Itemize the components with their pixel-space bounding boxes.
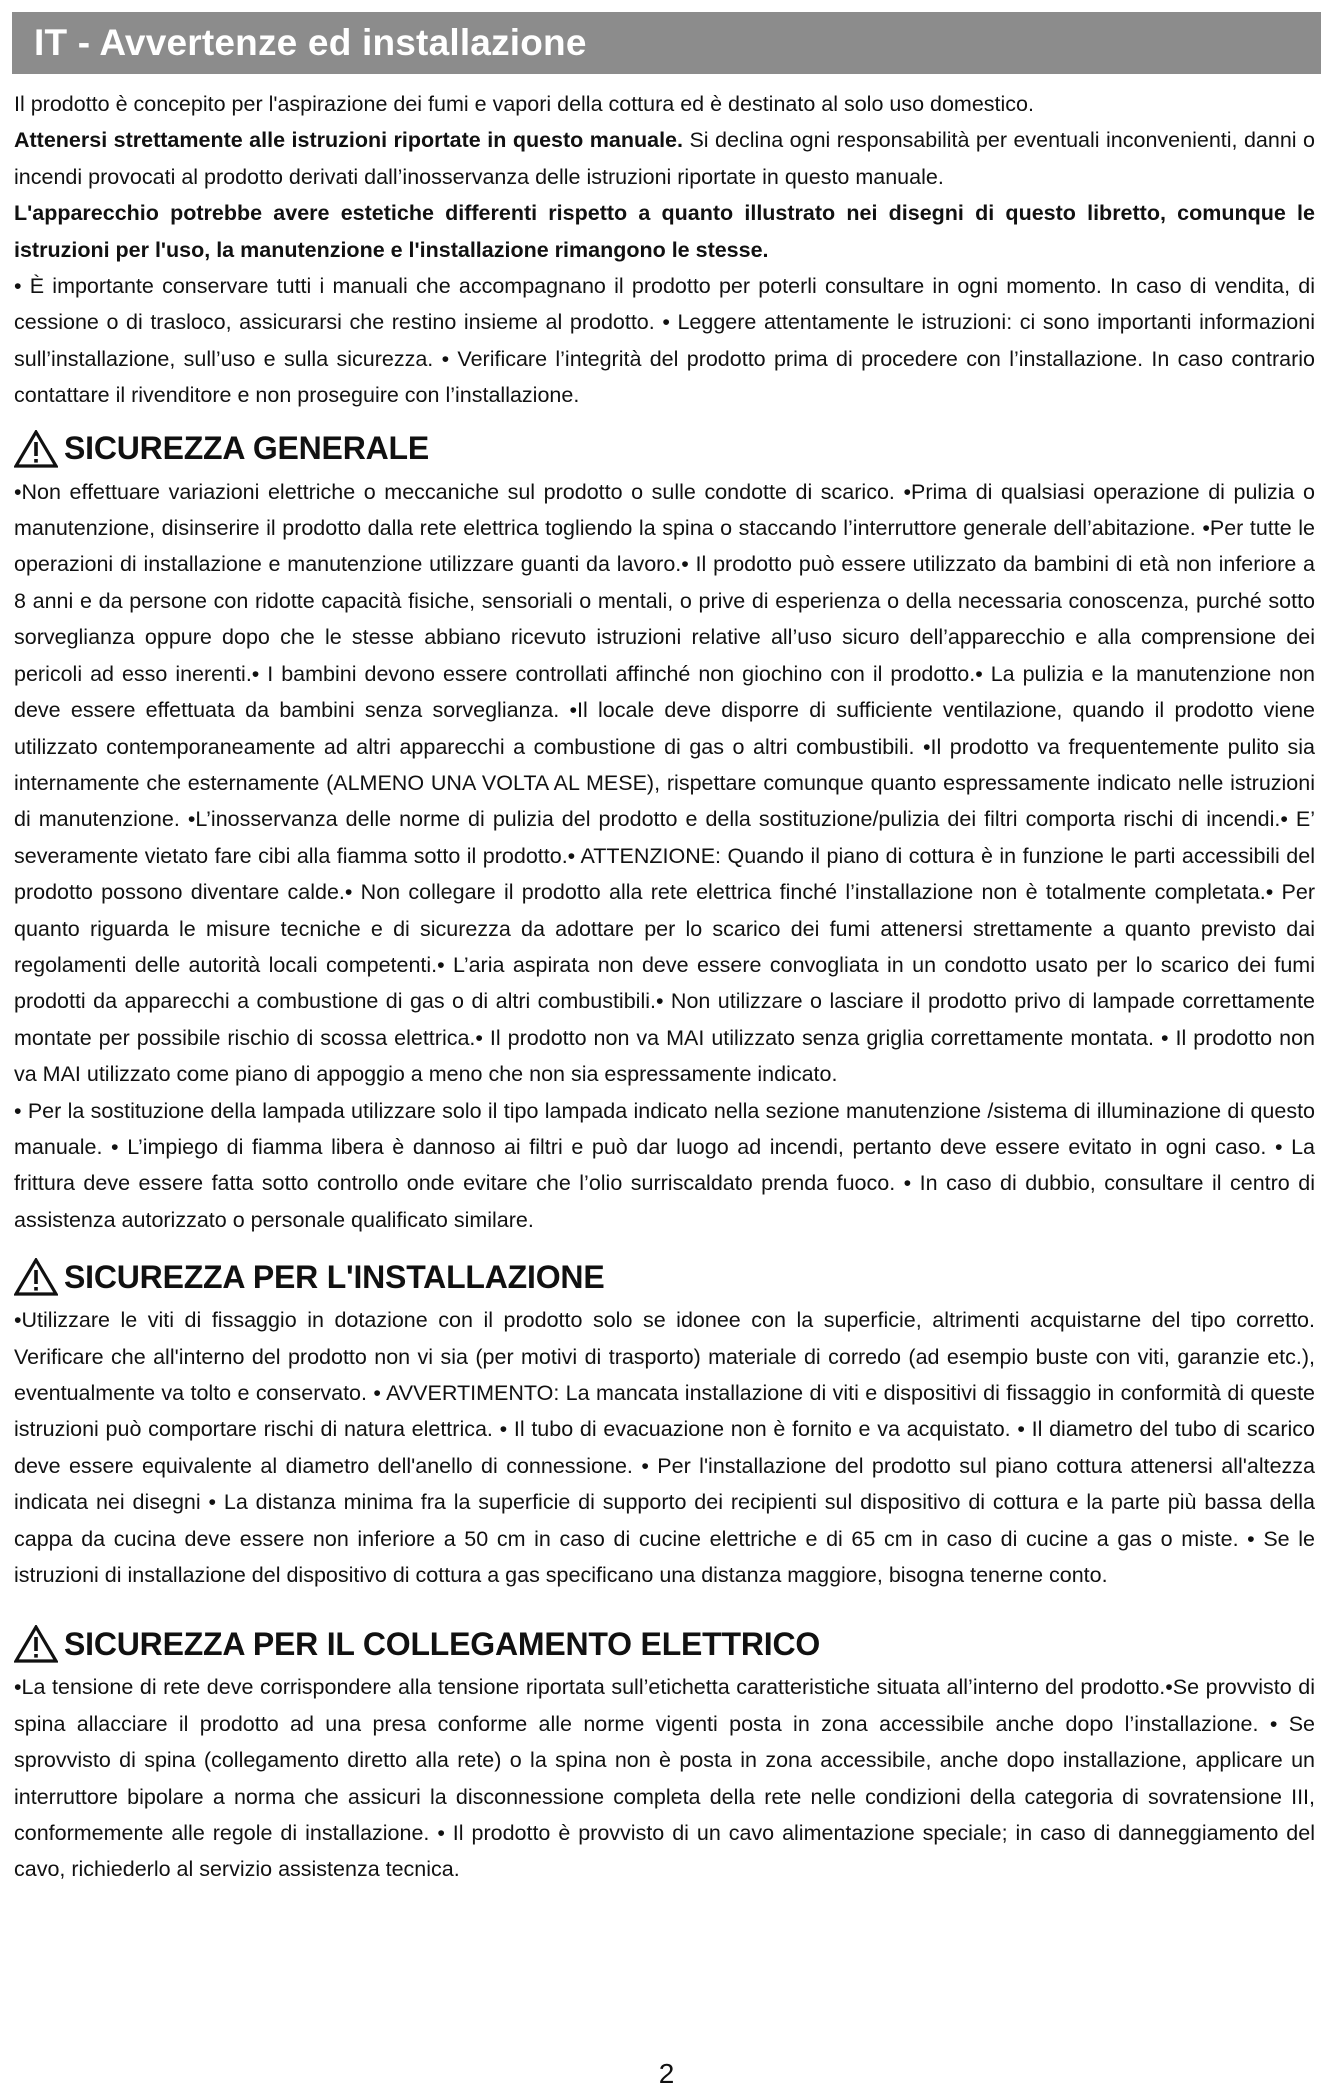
section-title: SICUREZZA PER L'INSTALLAZIONE [64,1258,605,1295]
section-paragraph: • Per la sostituzione della lampada utilizzare solo il tipo lampada indicato nella sezione manutenzione /sistema di illuminazione di questo manuale. • L’impiego di fiamma libera è dannoso ai filtri e può dar luogo ad incendi, pertanto deve essere evitato in ogni caso. • La frittura deve essere fatta sotto controllo onde evitare che l’olio surriscaldato prenda fuoco. • In caso di dubbio, consultare il centro di assistenza autorizzato o personale qualificato similare. [14,1098,1315,1232]
intro-text-1: Si declina ogni responsabilità per eventuali inconvenienti, danni o incendi provocati al prodotto derivati dall’inosservanza delle istruzioni riportate in questo manuale. [14,128,1316,189]
section-heading [12,1252,1321,1302]
intro-bold-1: Attenersi strettamente alle istruzioni riportate in questo manuale. [14,128,683,153]
page-number: 2 [658,2058,675,2089]
header-bar [12,12,1321,74]
section-paragraph: •La tensione di rete deve corrispondere alla tensione riportata sull’etichetta caratteristiche situata all’interno del prodotto.•Se provvisto di spina allacciare il prodotto ad una presa conforme alle norme vigenti posta in zona accessibile anche dopo l’installazione. • Se sprovvisto di spina (collegamento diretto alla rete) o la spina non è posta in zona accessibile, anche dopo installazione, applicare un interruttore bipolare a norma che assicuri la disconnessione completa della rete nelle condizioni della categoria di sovratensione III, conformemente alle regole di installazione. • Il prodotto è provvisto di un cavo alimentazione speciale; in caso di danneggiamento del cavo, richiederlo al servizio assistenza tecnica. [14,1675,1315,1882]
section-general-safety [12,424,1321,1239]
warning-triangle-icon [14,1258,58,1296]
document-page [12,12,1321,1888]
intro-bullets: • È importante conservare tutti i manuali che accompagnano il prodotto per poterli consultare in ogni momento. In caso di vendita, di cessione o di trasloco, assicurarsi che restino insieme al prodotto. • Leggere attentamente le istruzioni: ci sono importanti informazioni sull’installazione, sull’uso e sulla sicurezza. • Verificare l’integrità del prodotto prima di procedere con l’installazione. In caso contrario contattare il rivenditore e non proseguire con l’installazione. [14,274,1315,408]
intro-line-1: Il prodotto è concepito per l'aspirazione dei fumi e vapori della cottura ed è destinato al solo uso domestico. [14,92,1034,116]
warning-triangle-icon [14,1625,58,1663]
section-heading [12,424,1321,474]
page-title: IT - Avvertenze ed installazione [34,22,587,63]
intro-bold-2: L'apparecchio potrebbe avere estetiche differenti rispetto a quanto illustrato nei disegni di questo libretto, comunque le istruzioni per l'uso, la manutenzione e l'installazione rimangono le stesse. [14,201,1315,262]
section-installation-safety [12,1252,1321,1593]
section-paragraph: •Utilizzare le viti di fissaggio in dotazione con il prodotto solo se idonee con la superficie, altrimenti acquistarne del tipo corretto. Verificare che all'interno del prodotto non vi sia (per motivi di trasporto) materiale di corredo (ad esempio buste con viti, garanzie etc.), eventualmente va tolto e conservato. • AVVERTIMENTO: La mancata installazione di viti e dispositivi di fissaggio in conformità di queste istruzioni può comportare rischi di natura elettrica. • Il tubo di evacuazione non è fornito e va acquistato. • Il diametro del tubo di scarico deve essere equivalente al diametro dell'anello di connessione. • Per l'installazione del prodotto sul piano cottura attenersi all'altezza indicata nei disegni • La distanza minima fra la superficie di supporto dei recipienti sul dispositivo di cottura e la parte più bassa della cappa da cucina deve essere non inferiore a 50 cm in caso di cucine elettriche e di 65 cm in caso di cucine a gas o miste. • Se le istruzioni di installazione del dispositivo di cottura a gas specificano una distanza maggiore, bisogna tenerne conto. [14,1308,1315,1588]
section-heading [12,1619,1321,1669]
section-electrical-safety [12,1619,1321,1887]
section-title: SICUREZZA GENERALE [64,430,430,467]
intro-block [12,86,1321,414]
section-paragraph: •Non effettuare variazioni elettriche o meccaniche sul prodotto o sulle condotte di scarico. •Prima di qualsiasi operazione di pulizia o manutenzione, disinserire il prodotto dalla rete elettrica togliendo la spina o staccando l’interruttore generale dell’abitazione. •Per tutte le operazioni di installazione e manutenzione utilizzare guanti da lavoro.• Il prodotto può essere utilizzato da bambini di età non inferiore a 8 anni e da persone con ridotte capacità fisiche, sensoriali o mentali, o prive di esperienza o della necessaria conoscenza, purché sotto sorveglianza oppure dopo che le stesse abbiano ricevuto istruzioni relative all’uso sicuro dell’apparecchio e alla comprensione dei pericoli ad esso inerenti.• I bambini devono essere controllati affinché non giochino con il prodotto.• La pulizia e la manutenzione non deve essere effettuata da bambini senza sorveglianza. •Il locale deve disporre di sufficiente ventilazione, quando il prodotto viene utilizzato contemporaneamente ad altri apparecchi a combustione di gas o altri combustibili. •Il prodotto va frequentemente pulito sia internamente che esternamente (ALMENO UNA VOLTA AL MESE), rispettare comunque quanto espressamente indicato nelle istruzioni di manutenzione. •L’inosservanza delle norme di pulizia del prodotto e della sostituzione/pulizia dei filtri comporta rischi di incendi.• E’ severamente vietato fare cibi alla fiamma sotto il prodotto.• ATTENZIONE: Quando il piano di cottura è in funzione le parti accessibili del prodotto possono diventare calde.• Non collegare il prodotto alla rete elettrica finché l’installazione non è totalmente completata.• Per quanto riguarda le misure tecniche e di sicurezza da adottare per lo scarico dei fumi attenersi strettamente a quanto previsto dai regolamenti delle autorità locali competenti.• L’aria aspirata non deve essere convogliata in un condotto usato per lo scarico dei fumi prodotti da apparecchi a combustione di gas o di altri combustibili.• Non utilizzare o lasciare il prodotto privo di lampade correttamente montate per possibile rischio di scossa elettrica.• Il prodotto non va MAI utilizzato senza griglia correttamente montata. • Il prodotto non va MAI utilizzato come piano di appoggio a meno che non sia espressamente indicato. [14,479,1315,1087]
warning-triangle-icon [14,430,58,468]
intro-paragraph-1 [12,122,1321,195]
section-title: SICUREZZA PER IL COLLEGAMENTO ELETTRICO [64,1625,821,1662]
